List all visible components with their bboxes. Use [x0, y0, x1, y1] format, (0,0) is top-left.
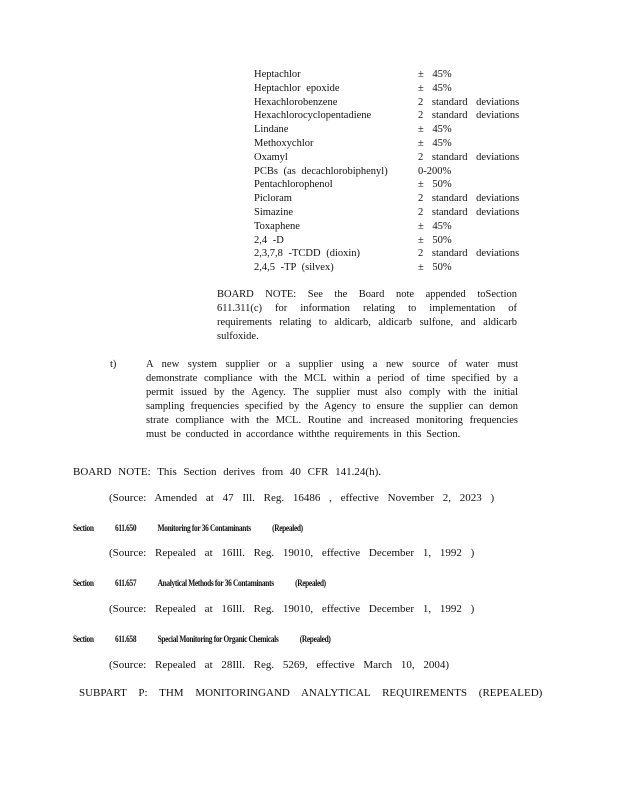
limit-row — [254, 261, 554, 275]
section-number: 611.658 — [114, 634, 137, 644]
section-heading — [73, 576, 401, 590]
chemical-name: Oxamyl — [254, 151, 288, 163]
chemical-name: 2,3,7,8 -TCDD (dioxin) — [254, 248, 361, 260]
acceptance-limit: ± 50% — [418, 262, 452, 274]
section-title: Analytical Methods for 36 Contaminants — [157, 578, 274, 588]
limit-row — [254, 165, 554, 179]
source-note: (Source: Repealed at 16Ill. Reg. 19010, effective December 1, 1992 ) — [109, 603, 475, 615]
chemical-name: Hexachlorocyclopentadiene — [254, 110, 372, 122]
limit-row — [254, 220, 554, 234]
acceptance-limit: ± 50% — [418, 234, 452, 246]
limit-row — [254, 192, 554, 206]
subpart-heading: SUBPART P: THM MONITORINGAND ANALYTICAL REQUIREMENTS (REPEALED) — [79, 687, 543, 699]
chemical-name: 2,4 -D — [254, 234, 284, 246]
section-status: (Repealed) — [295, 578, 326, 588]
board-note-aldicarb: BOARD NOTE: See the Board note appended toSection 611.311(c) for information relating to implementation of requirements relating to aldicarb, aldicarb sulfone, and aldicarb sulfoxide. — [217, 289, 517, 342]
acceptance-limit: 2 standard deviations — [418, 110, 520, 122]
acceptance-limit: 0-200% — [418, 165, 452, 177]
limit-row — [254, 178, 554, 192]
chemical-name: Heptachlor epoxide — [254, 82, 340, 94]
section-heading — [73, 632, 401, 646]
limit-row — [254, 247, 554, 261]
acceptance-limit: ± 45% — [418, 82, 452, 94]
chemical-name: Picloram — [254, 193, 292, 205]
acceptance-limit: ± 45% — [418, 124, 452, 136]
section-label: Section — [73, 578, 94, 588]
section-title: Monitoring for 36 Contaminants — [157, 523, 251, 533]
acceptance-limit: 2 standard deviations — [418, 151, 520, 163]
limit-row — [254, 137, 554, 151]
accuracy-limits-table — [254, 68, 554, 275]
chemical-name: Hexachlorobenzene — [254, 96, 338, 108]
limit-row — [254, 96, 554, 110]
section-number: 611.657 — [114, 578, 137, 588]
section-title: Special Monitoring for Organic Chemicals — [157, 634, 279, 644]
limit-row — [254, 234, 554, 248]
acceptance-limit: 2 standard deviations — [418, 206, 520, 218]
acceptance-limit: 2 standard deviations — [418, 96, 520, 108]
chemical-name: PCBs (as decachlorobiphenyl) — [254, 165, 388, 177]
section-status: (Repealed) — [299, 634, 331, 644]
acceptance-limit: 2 standard deviations — [418, 193, 520, 205]
board-note-derivation: BOARD NOTE: This Section derives from 40 CFR 141.24(h). — [73, 466, 382, 478]
section-label: Section — [73, 523, 94, 533]
acceptance-limit: ± 50% — [418, 179, 452, 191]
source-note: (Source: Repealed at 28Ill. Reg. 5269, effective March 10, 2004) — [109, 659, 450, 671]
chemical-name: Pentachlorophenol — [254, 179, 333, 191]
limit-row — [254, 82, 554, 96]
subsection-marker: t) — [110, 359, 117, 370]
acceptance-limit: ± 45% — [418, 220, 452, 232]
chemical-name: 2,4,5 -TP (silvex) — [254, 262, 334, 274]
source-note: (Source: Amended at 47 Ill. Reg. 16486 , effective November 2, 2023 ) — [109, 492, 495, 504]
chemical-name: Heptachlor — [254, 69, 301, 80]
acceptance-limit: 2 standard deviations — [418, 248, 520, 260]
section-label: Section — [73, 634, 94, 644]
section-number: 611.650 — [114, 523, 137, 533]
limit-row — [254, 206, 554, 220]
source-note: (Source: Repealed at 16Ill. Reg. 19010, effective December 1, 1992 ) — [109, 547, 475, 559]
limit-row — [254, 109, 554, 123]
section-heading — [73, 521, 401, 535]
chemical-name: Toxaphene — [254, 220, 300, 232]
subsection-text: A new system supplier or a supplier using a new source of water must demonstrate compliance with the MCL within a period of time specified by a permit issued by the Agency. The supplier must also comply with the initial sampling frequencies specified by the Agency to ensure the supplier can demon strate compliance with the MCL. Routine and increased monitoring frequencies must be conducted in accordance withthe requirements in this Section. — [146, 359, 518, 440]
chemical-name: Lindane — [254, 124, 289, 136]
limit-row — [254, 151, 554, 165]
acceptance-limit: ± 45% — [418, 69, 452, 80]
limit-row — [254, 123, 554, 137]
acceptance-limit: ± 45% — [418, 137, 452, 149]
section-status: (Repealed) — [272, 523, 303, 533]
chemical-name: Simazine — [254, 206, 294, 218]
limit-row — [254, 68, 554, 82]
chemical-name: Methoxychlor — [254, 137, 314, 149]
